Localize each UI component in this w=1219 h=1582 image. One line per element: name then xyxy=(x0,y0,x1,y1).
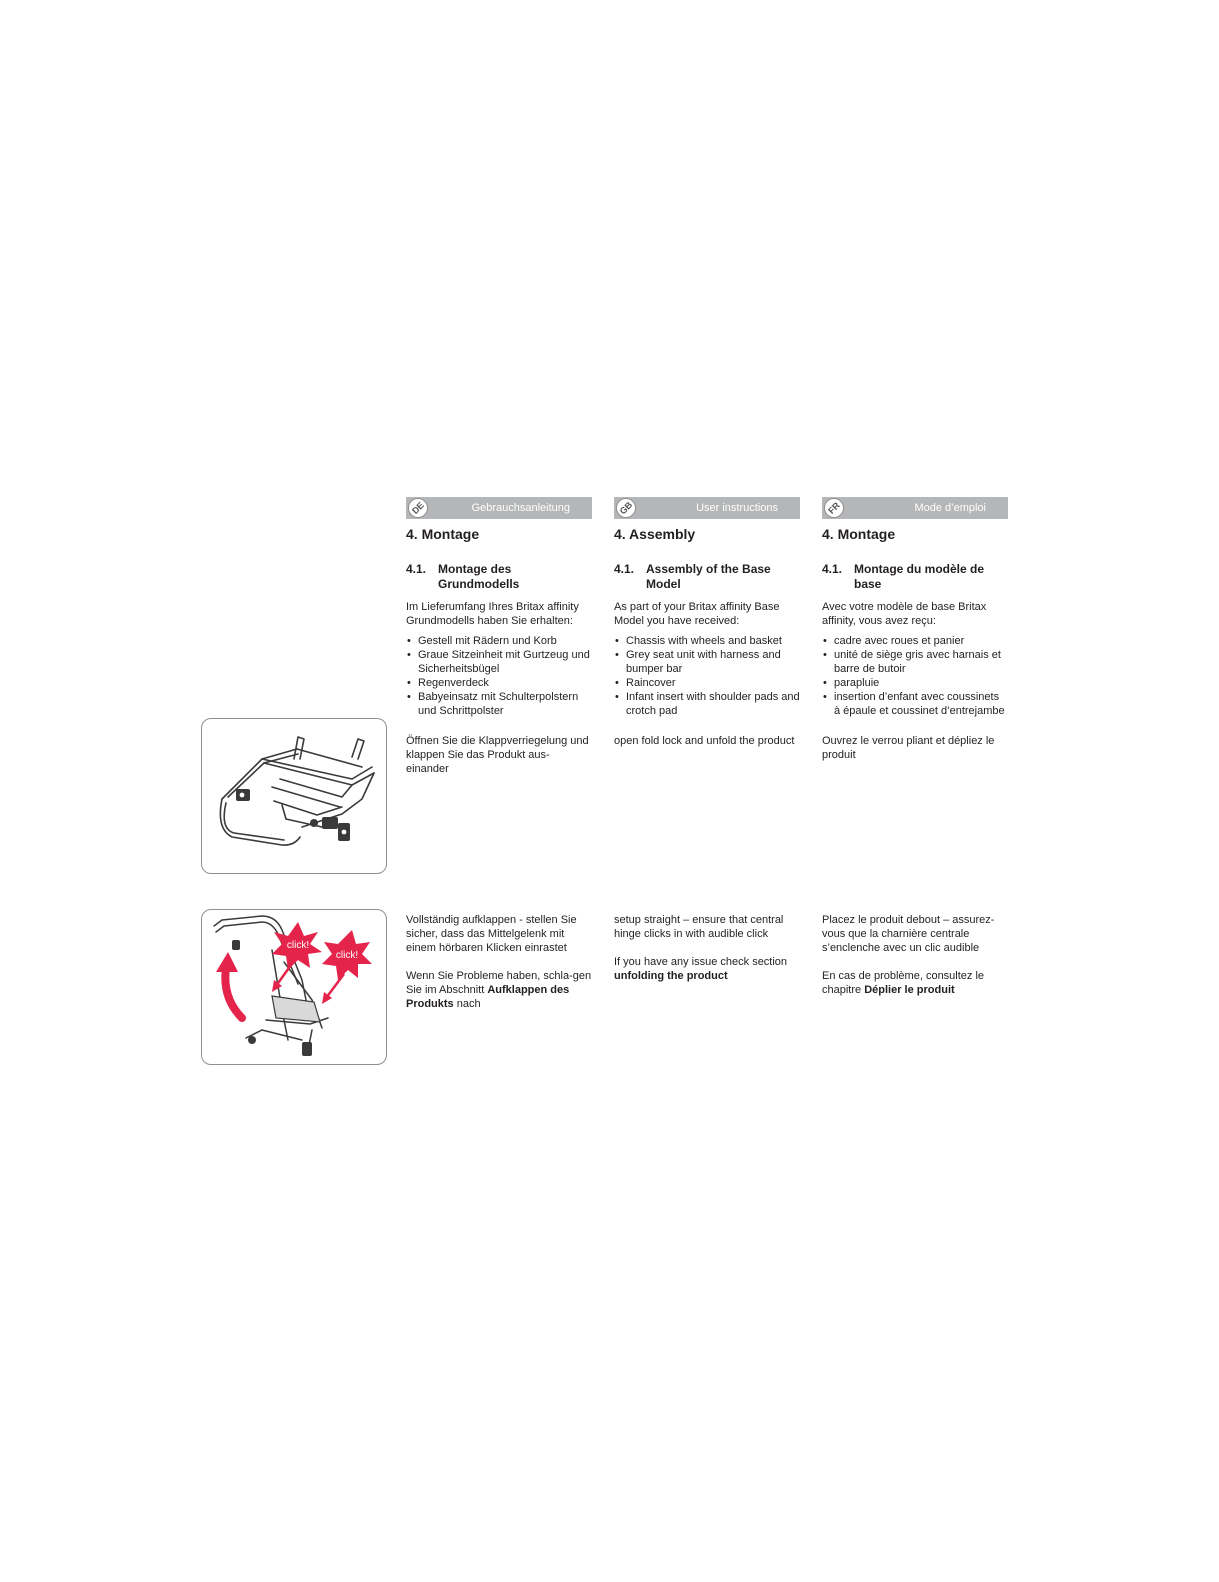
list-item: • Regenverdeck xyxy=(406,676,592,690)
figure-unfold-frame xyxy=(201,718,387,874)
list-item: • insertion d’enfant avec coussinets à épaule et coussinet d’entrejambe xyxy=(822,690,1008,718)
language-badge-de: DE xyxy=(404,494,432,522)
list-item: • Babyeinsatz mit Schulterpolstern und Schrittpolster xyxy=(406,690,592,718)
list-item: • unité de siège gris avec harnais et barre de butoir xyxy=(822,648,1008,676)
step2-instruction-de: Vollständig aufklappen - stellen Sie sicher, dass das Mittelgelenk mit einem hörbaren Klicken einrastet xyxy=(406,914,577,954)
section-header-fr xyxy=(822,497,1008,519)
section-title-fr: 4. Montage xyxy=(822,526,896,542)
note-pre-de: Wenn Sie Probleme haben, schla-gen Sie im Abschnitt xyxy=(406,970,592,996)
subsection-number-fr: 4.1. xyxy=(822,562,843,576)
header-label-de: Gebrauchsanleitung xyxy=(471,502,570,514)
language-badge-gb: GB xyxy=(612,494,640,522)
subsection-title-gb xyxy=(614,562,800,592)
note-bold-gb: unfolding the product xyxy=(614,970,728,982)
subsection-number-gb: 4.1. xyxy=(614,562,635,576)
step1-text-gb: open fold lock and unfold the product xyxy=(614,735,795,747)
unfold-arrow xyxy=(225,968,242,1018)
intro-text-de: Im Lieferumfang Ihres Britax affinity Grundmodells haben Sie erhalten: xyxy=(406,601,579,627)
section-header-gb xyxy=(614,497,800,519)
language-badge-fr: FR xyxy=(820,494,848,522)
note-bold-de: Aufklappen des Produkts xyxy=(406,984,570,1010)
note-pre-gb: If you have any issue check section xyxy=(614,956,788,968)
list-item: • Chassis with wheels and basket xyxy=(614,634,800,648)
step2-instruction-fr: Placez le produit debout – assurez-vous que la charnière centrale s’enclenche avec un clic audible xyxy=(822,914,995,954)
step2-text-de xyxy=(406,913,592,1011)
subsection-number-de: 4.1. xyxy=(406,562,427,576)
stroller-unfold-illustration xyxy=(202,910,385,1063)
section-title-de: 4. Montage xyxy=(406,526,480,542)
list-item: • Gestell mit Rädern und Korb xyxy=(406,634,592,648)
note-bold-fr: Déplier le produit xyxy=(864,984,955,996)
stroller-frame-illustration xyxy=(202,719,385,872)
intro-text-gb: As part of your Britax affinity Base Model you have received: xyxy=(614,601,780,627)
step1-text-fr: Ouvrez le verrou pliant et dépliez le produit xyxy=(822,735,995,761)
list-item: • Raincover xyxy=(614,676,800,690)
list-item: • Infant insert with shoulder pads and crotch pad xyxy=(614,690,800,718)
note-pre-fr: En cas de problème, consultez le chapitre xyxy=(822,970,985,996)
header-label-gb: User instructions xyxy=(696,502,778,514)
click-label-1: click! xyxy=(286,940,310,951)
subsection-text-gb: Assembly of the Base Model xyxy=(646,562,771,591)
click-label-2: click! xyxy=(335,950,359,961)
figure-setup-straight xyxy=(201,909,387,1065)
step2-instruction-gb: setup straight – ensure that central hinge clicks in with audible click xyxy=(614,914,784,940)
header-label-fr: Mode d’emploi xyxy=(914,502,986,514)
list-item: • Graue Sitzeinheit mit Gurtzeug und Sicherheitsbügel xyxy=(406,648,592,676)
note-post-de: nach xyxy=(453,998,481,1010)
subsection-title-fr xyxy=(822,562,1008,592)
step2-note-fr xyxy=(822,969,1008,997)
contents-list-gb xyxy=(614,634,800,718)
step1-text-de: Öffnen Sie die Klappverriegelung und klappen Sie das Produkt aus-einander xyxy=(406,735,589,775)
section-header-de xyxy=(406,497,592,519)
subsection-text-de: Montage des Grundmodells xyxy=(438,562,520,591)
step2-note-gb xyxy=(614,955,800,983)
list-item: • Grey seat unit with harness and bumper bar xyxy=(614,648,800,676)
column-de xyxy=(406,497,592,718)
list-item: • cadre avec roues et panier xyxy=(822,634,1008,648)
contents-list-de xyxy=(406,634,592,718)
list-item: • parapluie xyxy=(822,676,1008,690)
subsection-text-fr: Montage du modèle de base xyxy=(854,562,985,591)
column-gb xyxy=(614,497,800,718)
step2-note-de xyxy=(406,969,592,1011)
section-title-gb: 4. Assembly xyxy=(614,526,696,542)
column-fr xyxy=(822,497,1008,718)
subsection-title-de xyxy=(406,562,592,592)
click-pointer-2 xyxy=(326,974,344,998)
contents-list-fr xyxy=(822,634,1008,718)
step2-text-fr xyxy=(822,913,1008,997)
step2-text-gb xyxy=(614,913,800,983)
intro-text-fr: Avec votre modèle de base Britax affinity, vous avez reçu: xyxy=(822,601,987,627)
unfold-arrow-head xyxy=(216,952,238,972)
